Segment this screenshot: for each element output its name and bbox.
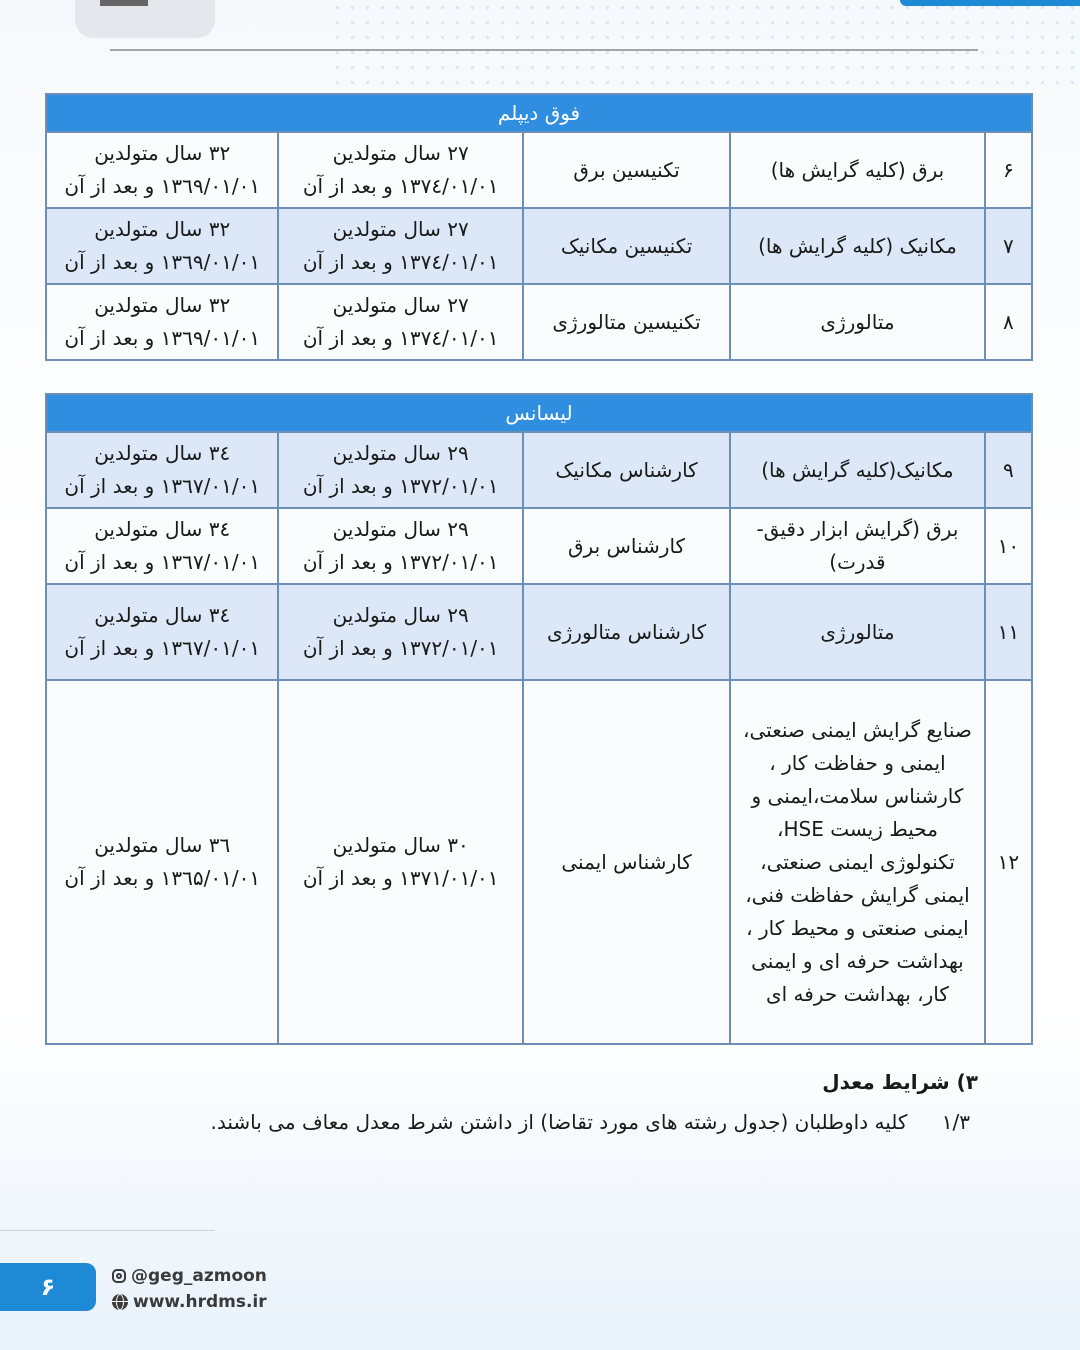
job-title-cell: کارشناس برق: [523, 508, 730, 584]
age-limit-cell: ۲۹ سال متولدین ۱۳۷۲/۰۱/۰۱ و بعد از آن: [278, 432, 522, 508]
field-cell: صنایع گرایش ایمنی صنعتی، ایمنی و حفاظت کار ، کارشناس سلامت،ایمنی و محیط زیست HSE، تکنولوژی ایمنی صنعتی، ایمنی گرایش حفاظت فنی، ایمنی صنعتی و محیط کار ، بهداشت حرفه ای و ایمنی کار، بهداشت حرفه ای: [730, 680, 985, 1044]
age-limit-cell: ۳۰ سال متولدین ۱۳۷۱/۰۱/۰۱ و بعد از آن: [278, 680, 522, 1044]
header-tab: [900, 0, 1080, 6]
instagram-handle[interactable]: @geg_azmoon: [131, 1266, 267, 1286]
diploma-table: [45, 93, 1033, 361]
field-cell: مکانیک (کلیه گرایش ها): [730, 208, 985, 284]
age-limit-cell: ۳۲ سال متولدین ۱۳٦۹/۰۱/۰۱ و بعد از آن: [46, 132, 278, 208]
field-cell: متالورژی: [730, 284, 985, 360]
row-number: ۱۲: [985, 680, 1032, 1044]
instagram-icon: [112, 1269, 126, 1283]
age-limit-cell: ۳۲ سال متولدین ۱۳٦۹/۰۱/۰۱ و بعد از آن: [46, 284, 278, 360]
conditions-heading: ۳) شرایط معدل: [822, 1070, 978, 1094]
field-cell: برق (کلیه گرایش ها): [730, 132, 985, 208]
bachelor-table: [45, 393, 1033, 1045]
age-limit-cell: ۲۹ سال متولدین ۱۳۷۲/۰۱/۰۱ و بعد از آن: [278, 508, 522, 584]
job-title-cell: تکنیسین مکانیک: [523, 208, 730, 284]
row-number: ۹: [985, 432, 1032, 508]
table-row: [46, 584, 1032, 680]
row-number: ۸: [985, 284, 1032, 360]
job-title-cell: تکنیسین متالورژی: [523, 284, 730, 360]
field-cell: برق (گرایش ابزار دقیق- قدرت): [730, 508, 985, 584]
footer-divider: [0, 1230, 215, 1231]
table-row: [46, 284, 1032, 360]
age-limit-cell: ۳٤ سال متولدین ۱۳٦۷/۰۱/۰۱ و بعد از آن: [46, 432, 278, 508]
row-number: ۶: [985, 132, 1032, 208]
section-title-diploma: فوق دیپلم: [46, 94, 1032, 132]
table-row: [46, 432, 1032, 508]
instagram-contact[interactable]: [112, 1266, 267, 1286]
age-limit-cell: ۲۹ سال متولدین ۱۳۷۲/۰۱/۰۱ و بعد از آن: [278, 584, 522, 680]
age-limit-cell: ۳۲ سال متولدین ۱۳٦۹/۰۱/۰۱ و بعد از آن: [46, 208, 278, 284]
job-title-cell: کارشناس ایمنی: [523, 680, 730, 1044]
field-cell: متالورژی: [730, 584, 985, 680]
header-rule: [110, 49, 978, 51]
table-row: [46, 680, 1032, 1044]
age-limit-cell: ۳٤ سال متولدین ۱۳٦۷/۰۱/۰۱ و بعد از آن: [46, 508, 278, 584]
table-row: [46, 132, 1032, 208]
header-bar: [100, 0, 148, 6]
page-number: ۶: [0, 1263, 96, 1311]
age-limit-cell: ۲۷ سال متولدین ۱۳۷٤/۰۱/۰۱ و بعد از آن: [278, 208, 522, 284]
section-title-bachelor: لیسانس: [46, 394, 1032, 432]
row-number: ۷: [985, 208, 1032, 284]
age-limit-cell: ۲۷ سال متولدین ۱۳۷٤/۰۱/۰۱ و بعد از آن: [278, 132, 522, 208]
age-limit-cell: ۳٤ سال متولدین ۱۳٦۷/۰۱/۰۱ و بعد از آن: [46, 584, 278, 680]
table-row: [46, 508, 1032, 584]
conditions-item-number: ۱/۳: [941, 1110, 970, 1134]
job-title-cell: کارشناس متالورژی: [523, 584, 730, 680]
dot-pattern: [330, 0, 1080, 90]
website-url[interactable]: www.hrdms.ir: [133, 1292, 267, 1312]
job-title-cell: تکنیسین برق: [523, 132, 730, 208]
age-limit-cell: ۲۷ سال متولدین ۱۳۷٤/۰۱/۰۱ و بعد از آن: [278, 284, 522, 360]
table-row: [46, 208, 1032, 284]
globe-icon: [112, 1294, 128, 1310]
website-contact[interactable]: [112, 1292, 267, 1312]
header-decoration: [0, 0, 1080, 100]
job-title-cell: کارشناس مکانیک: [523, 432, 730, 508]
age-limit-cell: ۳٦ سال متولدین ۱۳٦۵/۰۱/۰۱ و بعد از آن: [46, 680, 278, 1044]
row-number: ۱۰: [985, 508, 1032, 584]
row-number: ۱۱: [985, 584, 1032, 680]
field-cell: مکانیک(کلیه گرایش ها): [730, 432, 985, 508]
conditions-item: [211, 1110, 970, 1134]
conditions-item-text: کلیه داوطلبان (جدول رشته های مورد تقاضا) از داشتن شرط معدل معاف می باشند.: [210, 1110, 908, 1134]
